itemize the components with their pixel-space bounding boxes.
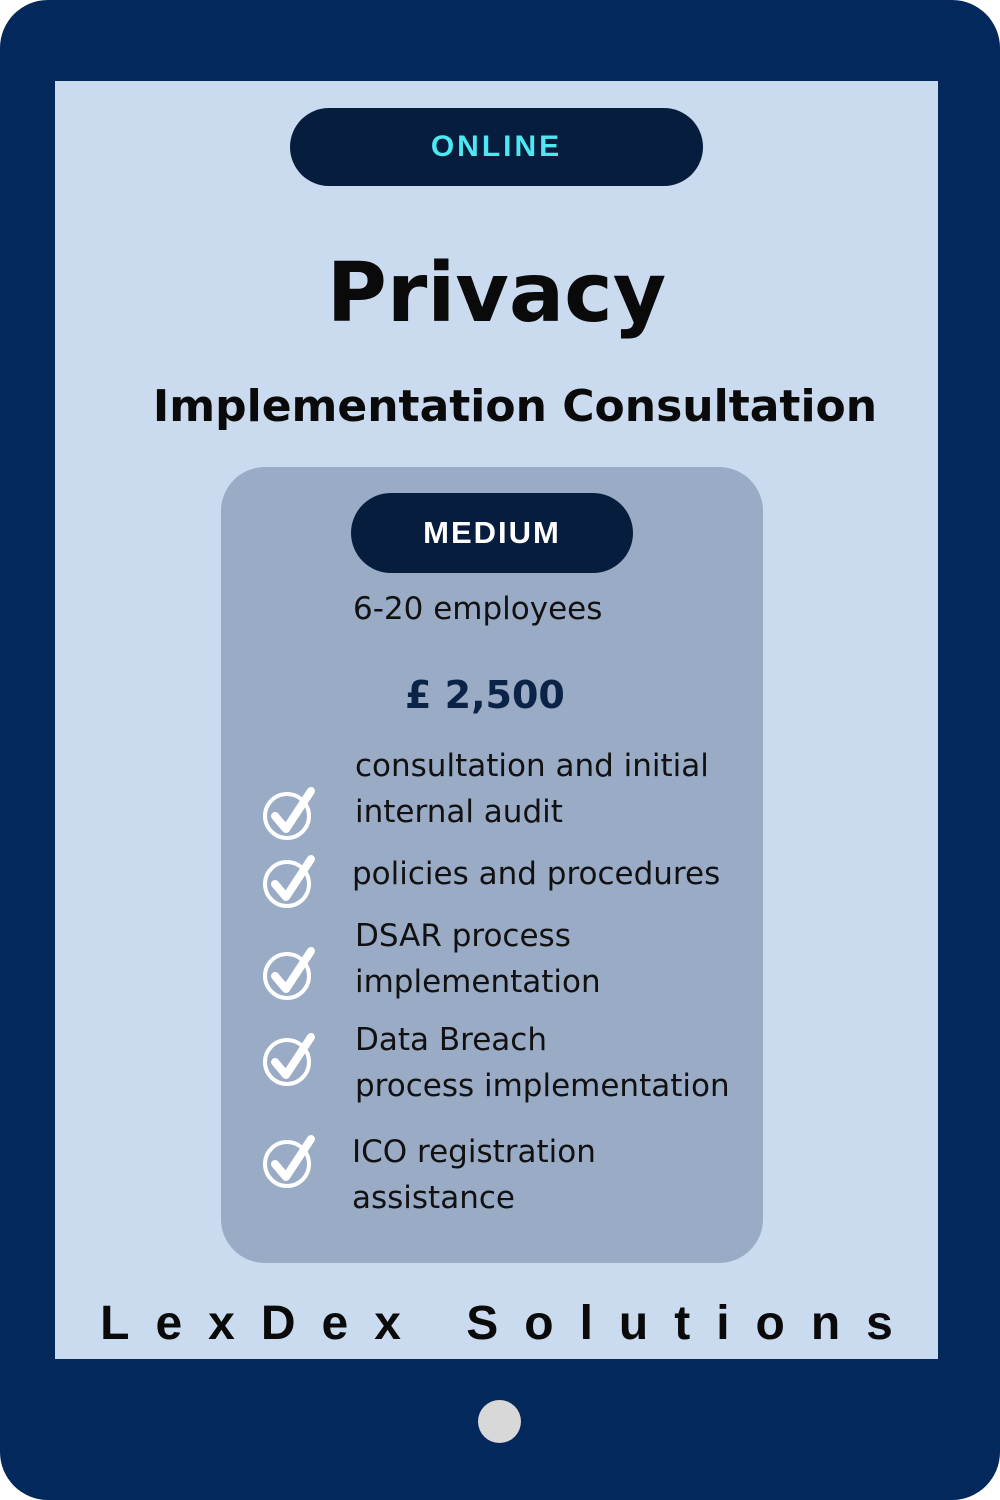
check-circle-icon [261, 945, 317, 1001]
company-size: 6-20 employees [353, 591, 603, 627]
home-button[interactable] [478, 1400, 521, 1443]
price: £ 2,500 [405, 673, 565, 717]
check-circle-icon [261, 1031, 317, 1087]
feature-text: implementation [355, 964, 601, 1000]
feature-text: internal audit [355, 794, 563, 830]
feature-text: process implementation [355, 1068, 730, 1104]
feature-text: consultation and initial [355, 748, 709, 784]
brand-name: LexDex Solutions [100, 1297, 919, 1350]
tier-badge: MEDIUM [351, 493, 633, 573]
online-badge: ONLINE [290, 108, 703, 186]
feature-text: assistance [352, 1180, 515, 1216]
check-circle-icon [261, 1133, 317, 1189]
feature-text: DSAR process [355, 918, 571, 954]
feature-item [355, 1017, 730, 1109]
page-title: Privacy [326, 246, 667, 341]
feature-item [352, 1129, 596, 1221]
check-circle-icon [261, 853, 317, 909]
tablet-screen [55, 81, 938, 1359]
feature-text: policies and procedures [352, 856, 721, 892]
pricing-card [221, 467, 763, 1263]
check-circle-icon [261, 785, 317, 841]
feature-item [355, 743, 709, 835]
feature-item [352, 851, 720, 897]
feature-text: ICO registration [352, 1134, 596, 1170]
feature-item [355, 913, 601, 1005]
feature-text: Data Breach [355, 1022, 547, 1058]
page-subtitle: Implementation Consultation [152, 381, 878, 432]
